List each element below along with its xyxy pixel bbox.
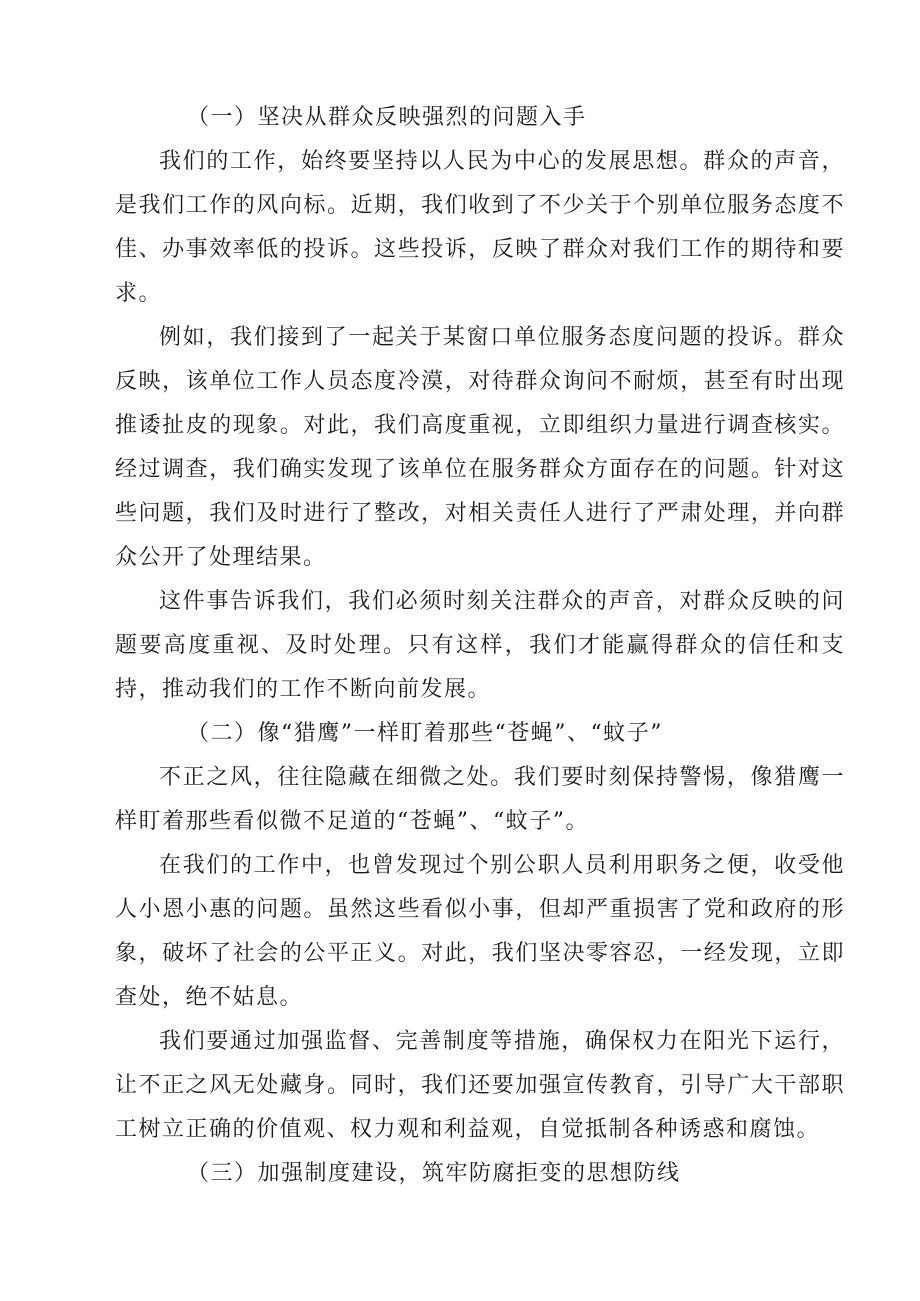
paragraph: 我们要通过加强监督、完善制度等措施，确保权力在阳光下运行，让不正之风无处藏身。同时，我们还要加强宣传教育，引导广大干部职工树立正确的价值观、权力观和利益观，自觉抵制各种诱惑和腐蚀。 <box>115 1029 845 1142</box>
paragraph: 在我们的工作中，也曾发现过个别公职人员利用职务之便，收受他人小恩小惠的问题。虽然这些看似小事，但却严重损害了党和政府的形象，破坏了社会的公平正义。对此，我们坚决零容忍，一经发现，立即查处，绝不姑息。 <box>115 853 845 1010</box>
section-heading-3: （三）加强制度建设，筑牢防腐拒变的思想防线 <box>187 1161 681 1186</box>
section-heading-1: （一）坚决从群众反映强烈的问题入手 <box>187 105 587 130</box>
paragraph: 这件事告诉我们，我们必须时刻关注群众的声音，对群众反映的问题要高度重视、及时处理。只有这样，我们才能赢得群众的信任和支持，推动我们的工作不断向前发展。 <box>115 589 845 702</box>
paragraph: 我们的工作，始终要坚持以人民为中心的发展思想。群众的声音，是我们工作的风向标。近期，我们收到了不少关于个别单位服务态度不佳、办事效率低的投诉。这些投诉，反映了群众对我们工作的期待和要求。 <box>115 149 845 306</box>
paragraph: 例如，我们接到了一起关于某窗口单位服务态度问题的投诉。群众反映，该单位工作人员态度冷漠，对待群众询问不耐烦，甚至有时出现推诿扯皮的现象。对此，我们高度重视，立即组织力量进行调查核实。经过调查，我们确实发现了该单位在服务群众方面存在的问题。针对这些问题，我们及时进行了整改，对相关责任人进行了严肃处理，并向群众公开了处理结果。 <box>115 325 845 570</box>
document-body <box>115 96 845 1196</box>
paragraph: 不正之风，往往隐藏在细微之处。我们要时刻保持警惕，像猎鹰一样盯着那些看似微不足道的“苍蝇”、“蚊子”。 <box>115 765 845 834</box>
section-heading-2: （二）像“猎鹰”一样盯着那些“苍蝇”、“蚊子” <box>187 721 663 746</box>
